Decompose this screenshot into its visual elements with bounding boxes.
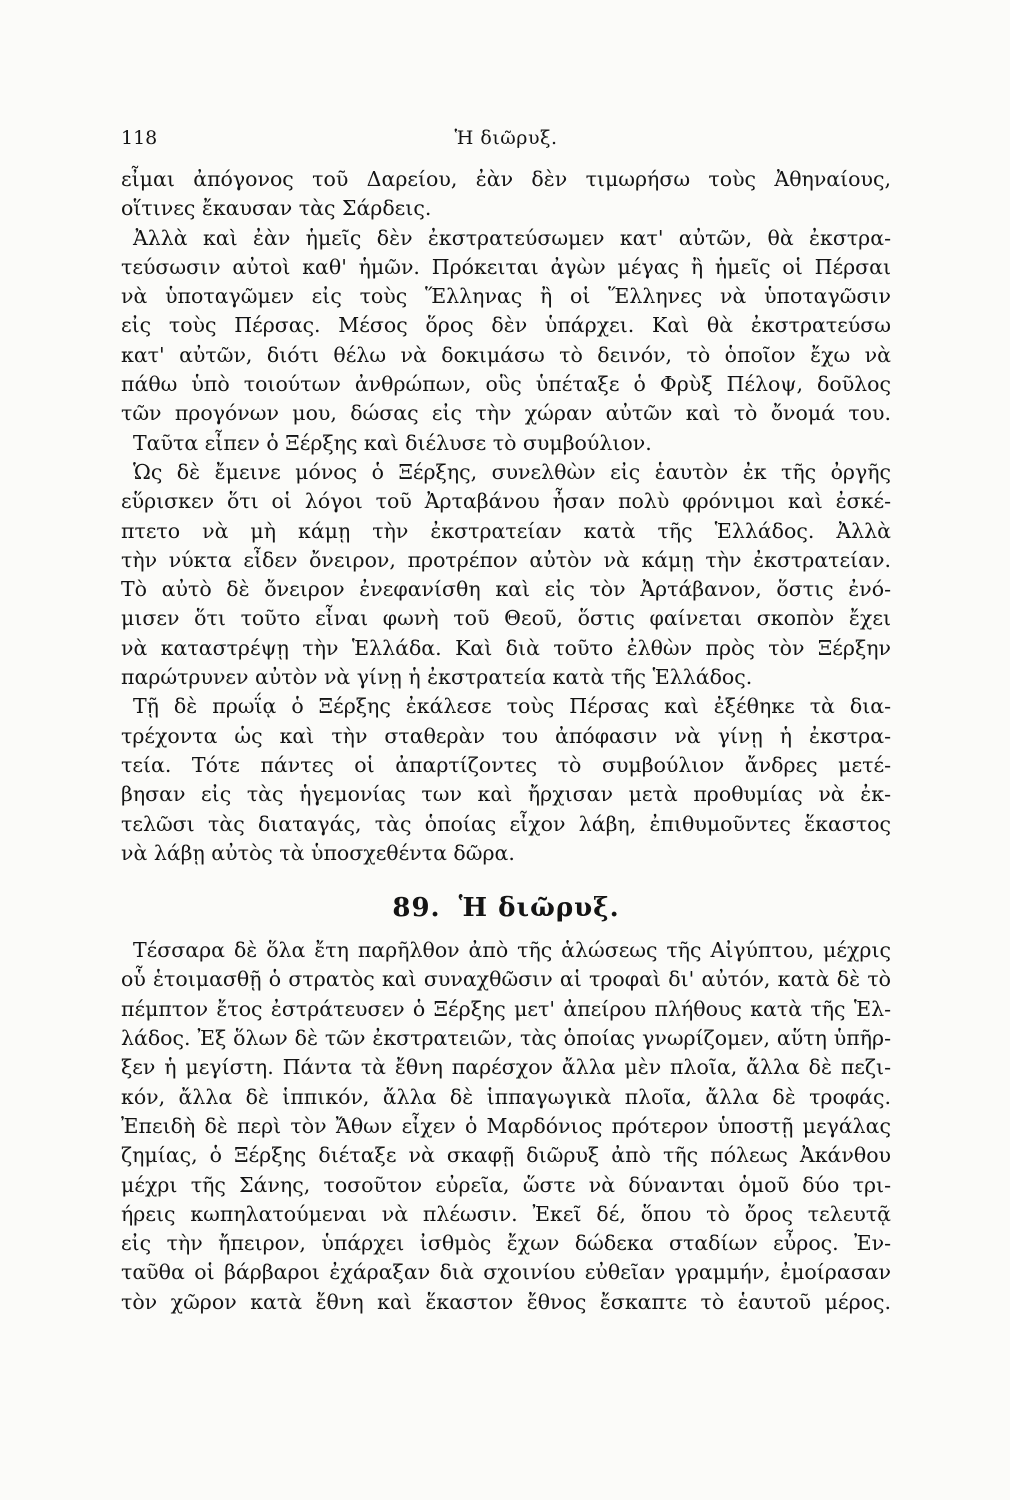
text-line: βησαν εἰς τὰς ἡγεμονίας των καὶ ἤρχισαν μετὰ προθυμίας νὰ ἐκ-: [121, 782, 891, 807]
text-line: τρέχοντα ὡς καὶ τὴν σταθερὰν του ἀπόφασιν νὰ γίνῃ ἡ ἐκστρα-: [121, 723, 891, 748]
text-line: πτετο νὰ μὴ κάμῃ τὴν ἐκστρατείαν κατὰ τῆς Ἑλλάδος. Ἀλλὰ: [121, 518, 891, 543]
text-line: ξεν ἡ μεγίστη. Πάντα τὰ ἔθνη παρέσχον ἄλλα μὲν πλοῖα, ἄλλα δὲ πεζι-: [121, 1055, 891, 1080]
text-line: νὰ καταστρέψῃ τὴν Ἑλλάδα. Καὶ διὰ τοῦτο ἐλθὼν πρὸς τὸν Ξέρξην: [121, 635, 891, 660]
body-text: [121, 165, 891, 1317]
page-header: [121, 127, 891, 157]
text-line: λάδος. Ἐξ ὅλων δὲ τῶν ἐκστρατειῶν, τὰς ὁποίας γνωρίζομεν, αὕτη ὑπῆρ-: [121, 1026, 891, 1051]
text-line: τεία. Τότε πάντες οἱ ἀπαρτίζοντες τὸ συμβούλιον ἄνδρες μετέ-: [121, 752, 891, 777]
text-line: Ὡς δὲ ἔμεινε μόνος ὁ Ξέρξης, συνελθὼν εἰς ἑαυτὸν ἐκ τῆς ὀργῆς: [133, 459, 891, 484]
running-head: Ἡ διῶρυξ.: [454, 127, 558, 149]
text-line: τὴν νύκτα εἶδεν ὄνειρον, προτρέπον αὐτὸν νὰ κάμῃ τὴν ἐκστρατείαν.: [121, 547, 891, 572]
text-line: Τέσσαρα δὲ ὅλα ἔτη παρῆλθον ἀπὸ τῆς ἁλώσεως τῆς Αἰγύπτου, μέχρις: [133, 938, 891, 963]
text-line: παρώτρυνεν αὐτὸν νὰ γίνῃ ἡ ἐκστρατεία κατὰ τῆς Ἑλλάδος.: [121, 665, 753, 690]
text-line: νὰ λάβῃ αὐτὸς τὰ ὑποσχεθέντα δῶρα.: [121, 840, 515, 865]
text-line: Τῇ δὲ πρωΐᾳ ὁ Ξέρξης ἐκάλεσε τοὺς Πέρσας καὶ ἐξέθηκε τὰ δια-: [133, 694, 891, 719]
text-line: ταῦθα οἱ βάρβαροι ἐχάραξαν διὰ σχοινίου εὐθεῖαν γραμμήν, ἐμοίρασαν: [121, 1260, 891, 1285]
text-line: εὕρισκεν ὅτι οἱ λόγοι τοῦ Ἀρταβάνου ἦσαν πολὺ φρόνιμοι καὶ ἐσκέ-: [121, 489, 891, 514]
text-line: τῶν προγόνων μου, δώσας εἰς τὴν χώραν αὐτῶν καὶ τὸ ὄνομά του.: [121, 401, 891, 426]
text-line: τελῶσι τὰς διαταγάς, τὰς ὁποίας εἶχον λάβη, ἐπιθυμοῦντες ἕκαστος: [121, 811, 891, 836]
text-line: Τὸ αὐτὸ δὲ ὄνειρον ἐνεφανίσθη καὶ εἰς τὸν Ἀρτάβανον, ὅστις ἐνό-: [121, 577, 891, 602]
text-line: κόν, ἄλλα δὲ ἱππικόν, ἄλλα δὲ ἱππαγωγικὰ πλοῖα, ἄλλα δὲ τροφάς.: [121, 1084, 891, 1109]
text-line: Ἐπειδὴ δὲ περὶ τὸν Ἄθων εἶχεν ὁ Μαρδόνιος πρότερον ὑποστῇ μεγάλας: [121, 1113, 891, 1138]
text-line: νὰ ὑποταγῶμεν εἰς τοὺς Ἕλληνας ἢ οἱ Ἕλληνες νὰ ὑποταγῶσιν: [121, 284, 891, 309]
text-line: οἵτινες ἔκαυσαν τὰς Σάρδεις.: [121, 196, 432, 221]
text-line: τεύσωσιν αὐτοὶ καθ' ἡμῶν. Πρόκειται ἀγὼν μέγας ἢ ἡμεῖς οἱ Πέρσαι: [121, 254, 891, 279]
text-block-top: [121, 165, 891, 868]
text-line: οὗ ἑτοιμασθῇ ὁ στρατὸς καὶ συναχθῶσιν αἱ τροφαὶ δι' αὐτόν, κατὰ δὲ τὸ: [121, 967, 891, 992]
text-line: εἰς τοὺς Πέρσας. Μέσος ὅρος δὲν ὑπάρχει. Καὶ θὰ ἐκστρατεύσω: [121, 313, 891, 338]
text-line: εἶμαι ἀπόγονος τοῦ Δαρείου, ἐὰν δὲν τιμωρήσω τοὺς Ἀθηναίους,: [121, 167, 891, 191]
text-line: μισεν ὅτι τοῦτο εἶναι φωνὴ τοῦ Θεοῦ, ὅστις φαίνεται σκοπὸν ἔχει: [121, 606, 891, 631]
section-number: 89.: [392, 893, 441, 924]
text-line: Ταῦτα εἶπεν ὁ Ξέρξης καὶ διέλυσε τὸ συμβούλιον.: [133, 430, 652, 455]
text-line: Ἀλλὰ καὶ ἐὰν ἡμεῖς δὲν ἐκστρατεύσωμεν κατ' αὐτῶν, θὰ ἐκστρα-: [133, 225, 891, 250]
section-heading: [121, 886, 891, 930]
text-line: εἰς τὴν ἤπειρον, ὑπάρχει ἰσθμὸς ἔχων δώδεκα σταδίων εὖρος. Ἐν-: [121, 1231, 891, 1256]
text-line: ζημίας, ὁ Ξέρξης διέταξε νὰ σκαφῇ διῶρυξ ἀπὸ τῆς πόλεως Ἀκάνθου: [121, 1143, 891, 1168]
text-line: ήρεις κωπηλατούμεναι νὰ πλέωσιν. Ἐκεῖ δέ, ὅπου τὸ ὄρος τελευτᾷ: [121, 1201, 891, 1226]
text-block-bottom: [121, 936, 891, 1317]
text-line: τὸν χῶρον κατὰ ἔθνη καὶ ἕκαστον ἔθνος ἔσκαπτε τὸ ἑαυτοῦ μέρος.: [121, 1289, 891, 1314]
text-line: κατ' αὐτῶν, διότι θέλω νὰ δοκιμάσω τὸ δεινόν, τὸ ὁποῖον ἔχω νὰ: [121, 342, 891, 367]
section-title: Ἡ διῶρυξ.: [458, 893, 620, 924]
text-line: μέχρι τῆς Σάνης, τοσοῦτον εὐρεῖα, ὥστε νὰ δύνανται ὁμοῦ δύο τρι-: [121, 1172, 891, 1197]
page-number: 118: [121, 127, 158, 149]
text-line: πάθω ὑπὸ τοιούτων ἀνθρώπων, οὓς ὑπέταξε ὁ Φρὺξ Πέλοψ, δοῦλος: [121, 372, 891, 397]
text-line: πέμπτον ἔτος ἐστράτευσεν ὁ Ξέρξης μετ' ἀπείρου πλήθους κατὰ τῆς Ἑλ-: [121, 996, 891, 1021]
